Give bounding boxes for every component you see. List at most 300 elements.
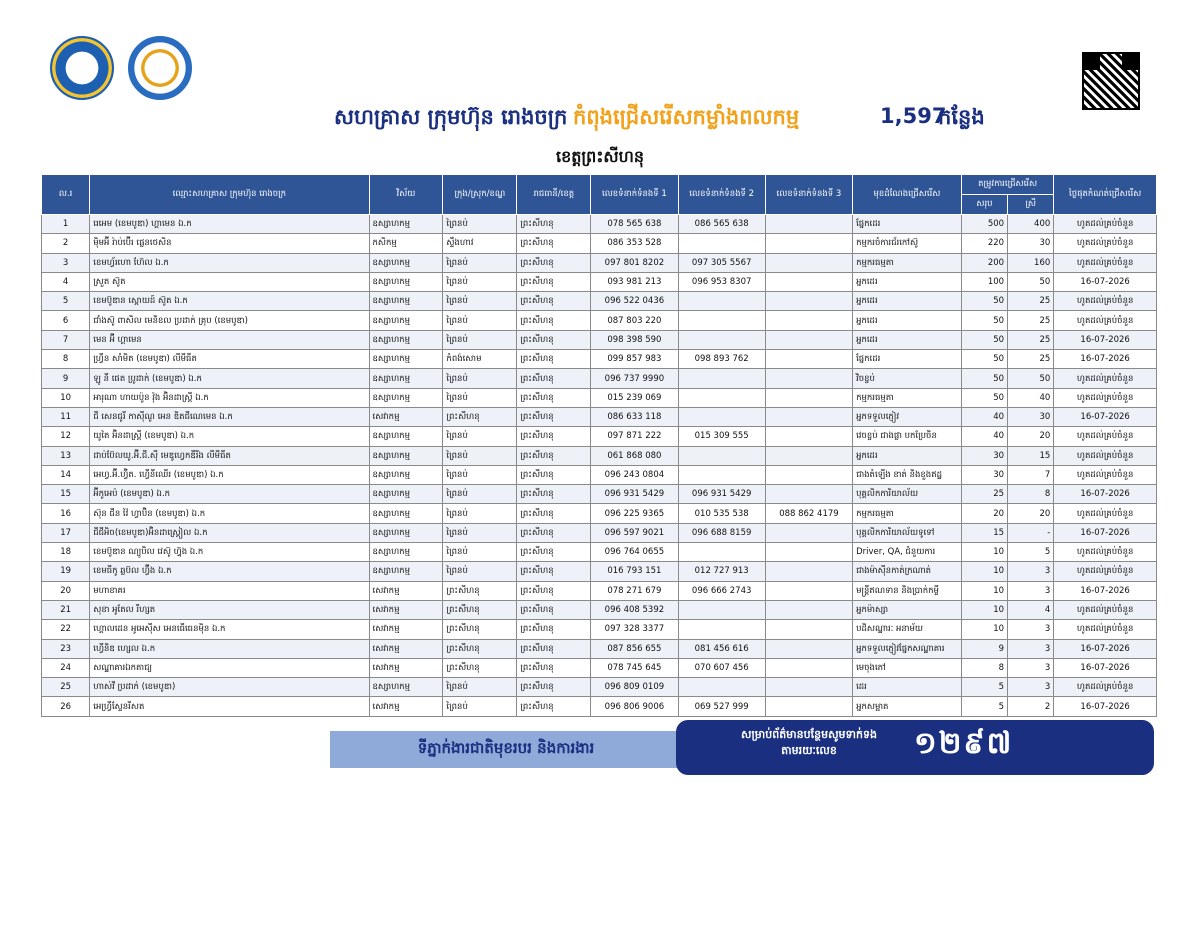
cell-female: 7 [1008,465,1054,484]
cell-name: ហ្វ្រីន សាំមិត (ខេមបូឌា) លីមីធីត [90,350,369,369]
cell-position: អ្នកម៉ាស្សា [853,600,962,619]
cell-district: ព្រះសីហនុ [443,600,517,619]
cell-p1: 099 857 983 [591,350,678,369]
cell-p3 [765,292,852,311]
cell-p2: 015 309 555 [678,427,765,446]
cell-p3 [765,562,852,581]
cell-p3 [765,272,852,291]
cell-total: 50 [961,330,1007,349]
cell-deadline: 16-07-2026 [1054,330,1157,349]
cell-no: 7 [42,330,90,349]
cell-position: មេចុងភៅ [853,658,962,677]
cell-province: ព្រះសីហនុ [517,543,591,562]
header-position: មុខដំណែងជ្រើសរើស [853,175,962,215]
cell-province: ព្រះសីហនុ [517,465,591,484]
cell-p1: 086 353 528 [591,234,678,253]
cell-district: ព្រៃនប់ [443,523,517,542]
cell-female: 15 [1008,446,1054,465]
cell-total: 10 [961,620,1007,639]
cell-no: 3 [42,253,90,272]
cell-province: ព្រះសីហនុ [517,215,591,234]
cell-female: 40 [1008,388,1054,407]
cell-no: 21 [42,600,90,619]
cell-female: 3 [1008,678,1054,697]
cell-p1: 078 565 638 [591,215,678,234]
cell-sector: ឧស្សាហកម្ម [369,292,443,311]
cell-p2 [678,369,765,388]
cell-p1: 098 398 590 [591,330,678,349]
header-sector: វិស័យ [369,175,443,215]
cell-no: 8 [42,350,90,369]
cell-name: ជីជីអិច(ខេមបូឌា)អ៊ិនដាស្ត្រៀល ឯ.ក [90,523,369,542]
header-phone3: លេខទំនាក់ទំនងទី 3 [765,175,852,215]
cell-total: 10 [961,562,1007,581]
cell-p1: 015 239 069 [591,388,678,407]
cell-p1: 087 803 220 [591,311,678,330]
cell-position: វិចខ្ចប់ [853,369,962,388]
cell-name: ឡូ នី ផេត ប្រូដាក់ (ខេមបូឌា) ឯ.ក [90,369,369,388]
cell-district: ព្រះសីហនុ [443,658,517,677]
cell-p3 [765,658,852,677]
cell-p1: 096 243 0804 [591,465,678,484]
cell-position: អ្នកដេរ [853,330,962,349]
table-row [42,350,1157,369]
cell-p3 [765,523,852,542]
cell-deadline: ហូតដល់គ្រប់ចំនួន [1054,446,1157,465]
cell-name: អេហ្វ្រីស្ទែនរីសត [90,697,369,716]
cell-sector: ឧស្សាហកម្ម [369,215,443,234]
cell-position: ផ្នែកដេរ [853,215,962,234]
cell-p1: 096 597 9021 [591,523,678,542]
cell-p1: 097 871 222 [591,427,678,446]
table-row [42,330,1157,349]
table-row [42,562,1157,581]
cell-district: ព្រៃនប់ [443,253,517,272]
cell-name: ខេមធីកូ ឆ្លប៊ល ហ្វ៊ីង ឯ.ក [90,562,369,581]
cell-no: 14 [42,465,90,484]
cell-district: ព្រៃនប់ [443,215,517,234]
cell-p3: 088 862 4179 [765,504,852,523]
cell-name: ជី សេនជូរី កាស៊ីណូ អេន ឌិតជីណេមេន ឯ.ក [90,407,369,426]
table-row [42,581,1157,600]
cell-position: ដេរ [853,678,962,697]
cell-province: ព្រះសីហនុ [517,407,591,426]
cell-no: 2 [42,234,90,253]
cell-p2: 012 727 913 [678,562,765,581]
cell-p2: 098 893 762 [678,350,765,369]
cell-district: ព្រៃនប់ [443,543,517,562]
cell-name: ខេមប៊ូឌាន ស្ពោយដ៍ ស៊ូត ឯ.ក [90,292,369,311]
cell-district: ព្រះសីហនុ [443,620,517,639]
cell-female: 3 [1008,620,1054,639]
table-row [42,253,1157,272]
cell-position: អ្នកដេរ [853,292,962,311]
cell-deadline: 16-07-2026 [1054,523,1157,542]
cell-district: ព្រៃនប់ [443,388,517,407]
cell-name: មេន អ៊ី ហ្គាមេន [90,330,369,349]
cell-sector: ឧស្សាហកម្ម [369,465,443,484]
cell-district: ព្រៃនប់ [443,504,517,523]
table-row [42,543,1157,562]
cell-total: 5 [961,678,1007,697]
cell-p3 [765,350,852,369]
cell-province: ព្រះសីហនុ [517,311,591,330]
cell-p1: 093 981 213 [591,272,678,291]
cell-total: 50 [961,311,1007,330]
cell-position: បុគ្គលិកការិយាល័យទូទៅ [853,523,962,542]
cell-province: ព្រះសីហនុ [517,330,591,349]
title-part2: កំពុងជ្រើសរើសកម្លាំងពលកម្ម [573,105,800,129]
cell-no: 17 [42,523,90,542]
cell-sector: សេវាកម្ម [369,581,443,600]
cell-p3 [765,581,852,600]
page-title [0,104,1200,138]
cell-female: 160 [1008,253,1054,272]
table-row [42,600,1157,619]
cell-total: 8 [961,658,1007,677]
cell-p2 [678,234,765,253]
cell-p1: 078 271 679 [591,581,678,600]
cell-province: ព្រះសីហនុ [517,388,591,407]
cell-p1: 016 793 151 [591,562,678,581]
cell-no: 20 [42,581,90,600]
vacancy-count: 1,597 [880,104,947,128]
cell-p2: 097 305 5567 [678,253,765,272]
cell-position: វេចខ្ចប់ ជាងផ្លា បកប្រែចិន [853,427,962,446]
cell-deadline: ហូតដល់គ្រប់ចំនួន [1054,678,1157,697]
cell-no: 6 [42,311,90,330]
cell-sector: សេវាកម្ម [369,407,443,426]
cell-p2 [678,620,765,639]
cell-position: អ្នកដេរ [853,311,962,330]
cell-position: ជាងតំឡើង ខាត់ និងខួងឥដ្ឋ [853,465,962,484]
cell-position: អ្នកទទួលភ្ញៀវផ្នែកសណ្ឋាគារ [853,639,962,658]
cell-female: 25 [1008,330,1054,349]
cell-no: 13 [42,446,90,465]
table-row [42,407,1157,426]
cell-total: 40 [961,407,1007,426]
cell-p3 [765,215,852,234]
header-female: ស្រី [1008,195,1054,215]
hotline-label: សម្រាប់ព័ត៌មានបន្ថែមសូមទាក់ទងតាមរយៈលេខ [741,728,877,757]
cell-position: អ្នកដេរ [853,446,962,465]
cell-p3 [765,678,852,697]
cell-sector: សេវាកម្ម [369,658,443,677]
header-deadline: ថ្ងៃផុតកំណត់ជ្រើសរើស [1054,175,1157,215]
cell-name: សុខា អូតែល រីហ្សត [90,600,369,619]
cell-female: 20 [1008,427,1054,446]
cell-position: អ្នកដេរ [853,272,962,291]
cell-total: 30 [961,446,1007,465]
cell-province: ព្រះសីហនុ [517,292,591,311]
cell-district: ព្រៃនប់ [443,311,517,330]
cell-p2: 096 931 5429 [678,485,765,504]
cell-position: ជាងម៉ាស៊ីនកាត់ក្រណាត់ [853,562,962,581]
table-row [42,465,1157,484]
cell-p2: 070 607 456 [678,658,765,677]
header-no: ល.រ [42,175,90,215]
cell-deadline: ហូតដល់គ្រប់ចំនួន [1054,620,1157,639]
cell-total: 25 [961,485,1007,504]
cell-province: ព្រះសីហនុ [517,658,591,677]
cell-province: ព្រះសីហនុ [517,620,591,639]
cell-district: ព្រះសីហនុ [443,581,517,600]
cell-district: ព្រៃនប់ [443,678,517,697]
cell-no: 12 [42,427,90,446]
cell-sector: ឧស្សាហកម្ម [369,311,443,330]
cell-total: 50 [961,369,1007,388]
cell-sector: ឧស្សាហកម្ម [369,562,443,581]
cell-position: អ្នកទទួលភ្ញៀវ [853,407,962,426]
cell-deadline: ហូតដល់គ្រប់ចំនួន [1054,543,1157,562]
jobs-table [41,174,1157,717]
cell-name: ស្រួត ស៊ូត [90,272,369,291]
table-row [42,292,1157,311]
table-row [42,504,1157,523]
cell-sector: សេវាកម្ម [369,600,443,619]
cell-deadline: ហូតដល់គ្រប់ចំនួន [1054,215,1157,234]
cell-deadline: ហូតដល់គ្រប់ចំនួន [1054,600,1157,619]
cell-female: 8 [1008,485,1054,504]
cell-no: 16 [42,504,90,523]
cell-province: ព្រះសីហនុ [517,350,591,369]
cell-deadline: ហូតដល់គ្រប់ចំនួន [1054,292,1157,311]
cell-district: ព្រៃនប់ [443,446,517,465]
cell-position: មន្ត្រីឥណទាន និងប្រាក់កម្ចី [853,581,962,600]
cell-p2: 081 456 616 [678,639,765,658]
table-row [42,485,1157,504]
cell-female: 20 [1008,504,1054,523]
cell-total: 100 [961,272,1007,291]
cell-female: 2 [1008,697,1054,716]
cell-name: អេហ្វ.អ៊ី.ហ្វ៊ិត. ហ្វើនីឈើរ (ខេមបូឌា) ឯ.ក [90,465,369,484]
cell-province: ព្រះសីហនុ [517,446,591,465]
header-name: ឈ្មោះសហគ្រាស ក្រុមហ៊ុន រោងចក្រ [90,175,369,215]
cell-p2 [678,465,765,484]
cell-name: សណ្ឋាគារឯកតាជ្យ [90,658,369,677]
cell-p2 [678,600,765,619]
cell-p1: 078 745 645 [591,658,678,677]
cell-female: 50 [1008,272,1054,291]
cell-district: ព្រៃនប់ [443,272,517,291]
cell-sector: សេវាកម្ម [369,639,443,658]
header-district: ក្រុង/ស្រុក/ខណ្ឌ [443,175,517,215]
cell-province: ព្រះសីហនុ [517,427,591,446]
cell-total: 30 [961,465,1007,484]
agency-name-banner [330,731,682,768]
cell-total: 500 [961,215,1007,234]
cell-sector: ឧស្សាហកម្ម [369,388,443,407]
cell-deadline: 16-07-2026 [1054,658,1157,677]
cell-no: 9 [42,369,90,388]
cell-sector: ឧស្សាហកម្ម [369,678,443,697]
cell-deadline: 16-07-2026 [1054,407,1157,426]
cell-total: 50 [961,292,1007,311]
cell-p2: 096 688 8159 [678,523,765,542]
table-row [42,388,1157,407]
cell-province: ព្រះសីហនុ [517,369,591,388]
cell-district: ព្រៃនប់ [443,427,517,446]
cell-total: 20 [961,504,1007,523]
cell-p1: 096 931 5429 [591,485,678,504]
cell-province: ព្រះសីហនុ [517,234,591,253]
cell-total: 10 [961,600,1007,619]
table-row [42,272,1157,291]
cell-name: មហាខាគរ [90,581,369,600]
cell-total: 5 [961,697,1007,716]
cell-female: 5 [1008,543,1054,562]
cell-female: 30 [1008,407,1054,426]
table-row [42,697,1157,716]
cell-p1: 061 868 080 [591,446,678,465]
cell-province: ព្រះសីហនុ [517,581,591,600]
cell-deadline: ហូតដល់គ្រប់ចំនួន [1054,234,1157,253]
cell-p3 [765,485,852,504]
cell-district: ព្រៃនប់ [443,465,517,484]
cell-total: 15 [961,523,1007,542]
cell-total: 50 [961,388,1007,407]
cell-female: 30 [1008,234,1054,253]
cell-name: ហាស់វី ប្រដាក់ (ខេមបូឌា) [90,678,369,697]
cell-p2 [678,678,765,697]
cell-total: 9 [961,639,1007,658]
cell-p2 [678,543,765,562]
cell-female: 25 [1008,292,1054,311]
cell-district: ព្រៃនប់ [443,330,517,349]
cell-name: អារុណា ហាយប៉ូន វ៉ុង អ៊ិនដាស្ត្រី ឯ.ក [90,388,369,407]
qr-code[interactable] [1082,52,1140,110]
table-row [42,678,1157,697]
cell-sector: ឧស្សាហកម្ម [369,504,443,523]
hotline-number[interactable]: ១២៩៧ [914,726,1014,761]
table-row [42,369,1157,388]
cell-position: កម្មករចំការជ័រកៅស៊ូ [853,234,962,253]
cell-p1: 096 764 0655 [591,543,678,562]
cell-p3 [765,446,852,465]
cell-sector: ឧស្សាហកម្ម [369,272,443,291]
cell-no: 4 [42,272,90,291]
cell-name: ខេមប៊ូឌាន ណ្យូបិល វេស៊ូ ហ្វ៊ុង ឯ.ក [90,543,369,562]
cell-total: 10 [961,543,1007,562]
province-subtitle: ខេត្តព្រះសីហនុ [556,147,644,166]
cell-district: ស្ទឹងហាវ [443,234,517,253]
vacancy-unit: កន្លែង [938,105,985,129]
cell-name: ម៉ិមអ៊ី រ៉ាប់ប៊ើរ ផ្លេនថេសិន [90,234,369,253]
cell-sector: ឧស្សាហកម្ម [369,446,443,465]
agency-logo [128,36,192,100]
cell-female: 50 [1008,369,1054,388]
cell-p3 [765,407,852,426]
cell-position: ផ្នែកដេរ [853,350,962,369]
cell-total: 50 [961,350,1007,369]
cell-name: ស៊ុន ជីន វ៉ៃ ហ្វាប៊ិន (ខេមបូឌា) ឯ.ក [90,504,369,523]
agency-name: ទីភ្នាក់ងារជាតិមុខរបរ និងការងារ [417,738,595,757]
cell-district: កំពង់សោម [443,350,517,369]
cell-sector: ឧស្សាហកម្ម [369,543,443,562]
cell-sector: ឧស្សាហកម្ម [369,485,443,504]
cell-province: ព្រះសីហនុ [517,600,591,619]
cell-province: ព្រះសីហនុ [517,639,591,658]
cell-sector: សេវាកម្ម [369,697,443,716]
cell-province: ព្រះសីហនុ [517,562,591,581]
cell-p3 [765,427,852,446]
cell-p1: 086 633 118 [591,407,678,426]
cell-no: 18 [42,543,90,562]
cell-p2 [678,446,765,465]
cell-name: យូតៃ អ៊ិនដាស្ត្រី (ខេមបូឌា) ឯ.ក [90,427,369,446]
table-row [42,215,1157,234]
cell-sector: កសិកម្ម [369,234,443,253]
cell-province: ព្រះសីហនុ [517,678,591,697]
table-row [42,446,1157,465]
cell-district: ព្រៃនប់ [443,562,517,581]
cell-no: 10 [42,388,90,407]
cell-p3 [765,253,852,272]
cell-female: 4 [1008,600,1054,619]
cell-p3 [765,620,852,639]
cell-position: Driver, QA, ជំនួយការ [853,543,962,562]
cell-no: 11 [42,407,90,426]
header-phone2: លេខទំនាក់ទំនងទី 2 [678,175,765,215]
cell-district: ព្រៃនប់ [443,697,517,716]
cell-p3 [765,388,852,407]
cell-sector: សេវាកម្ម [369,620,443,639]
cell-deadline: ហូតដល់គ្រប់ចំនួន [1054,388,1157,407]
cell-p2 [678,292,765,311]
cell-deadline: ហូតដល់គ្រប់ចំនួន [1054,504,1157,523]
cell-p3 [765,330,852,349]
cell-p2: 069 527 999 [678,697,765,716]
logo-group [50,36,192,100]
cell-p2: 086 565 638 [678,215,765,234]
table-row [42,311,1157,330]
header-needed: តម្រូវការជ្រើសរើស [961,175,1053,195]
header-province: រាជធានី/ខេត្ត [517,175,591,215]
cell-total: 220 [961,234,1007,253]
cell-sector: ឧស្សាហកម្ម [369,427,443,446]
cell-name: ដាប់ប៊ែលយូ.អ៊ី.ជី.ស៊ី មេឌូហ្វេកឌីរីង លីមីធីត [90,446,369,465]
cell-name: ហ្គោលដេន អូអេស៊ីស អេនធើធេនម៉ិន ឯ.ក [90,620,369,639]
cell-position: កម្មករធម្មតា [853,504,962,523]
cell-province: ព្រះសីហនុ [517,253,591,272]
cell-province: ព្រះសីហនុ [517,504,591,523]
cell-deadline: 16-07-2026 [1054,272,1157,291]
cell-p1: 097 801 8202 [591,253,678,272]
cell-district: ព្រះសីហនុ [443,407,517,426]
cell-no: 26 [42,697,90,716]
cell-female: 400 [1008,215,1054,234]
cell-no: 25 [42,678,90,697]
cell-p3 [765,311,852,330]
cell-p1: 096 737 9990 [591,369,678,388]
cell-female: 3 [1008,581,1054,600]
ministry-logo [50,36,114,100]
cell-p1: 096 408 5392 [591,600,678,619]
cell-province: ព្រះសីហនុ [517,697,591,716]
cell-district: ព្រៃនប់ [443,485,517,504]
cell-female: 25 [1008,311,1054,330]
cell-deadline: ហូតដល់គ្រប់ចំនួន [1054,253,1157,272]
cell-no: 22 [42,620,90,639]
cell-province: ព្រះសីហនុ [517,523,591,542]
title-part1: សហគ្រាស ក្រុមហ៊ុន រោងចក្រ [334,105,568,129]
cell-name: ជាំងស៊ូ ពាសិល មេនិខល ប្រដាក់ គ្រុប (ខេមបូឌា) [90,311,369,330]
cell-p1: 096 522 0436 [591,292,678,311]
cell-deadline: ហូតដល់គ្រប់ចំនួន [1054,369,1157,388]
cell-sector: ឧស្សាហកម្ម [369,369,443,388]
cell-name: ហ្វើនិឌ ហ្សេល ឯ.ក [90,639,369,658]
cell-female: 3 [1008,658,1054,677]
